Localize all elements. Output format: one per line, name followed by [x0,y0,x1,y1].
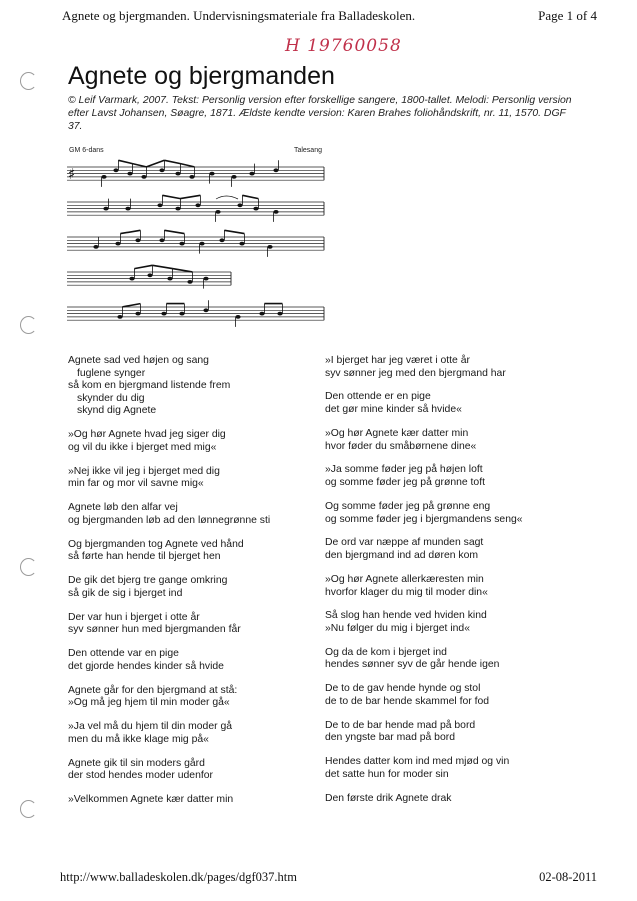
lyric-line: og bjergmanden løb ad den lønnegrønne sti [68,514,271,526]
lyric-line: syv sønner hun med bjergmanden får [68,624,241,636]
lyric-line: »Ja vel må du hjem til din moder gå [68,721,233,733]
lyric-line: og somme føder jeg i bjergmandens seng« [325,513,523,525]
print-date: 02-08-2011 [539,870,597,884]
lyric-line: syv sønner jeg med den bjergmand har [325,367,506,379]
lyric-line: det gjorde hendes kinder så hvide [68,660,224,672]
lyric-line: »Og må jeg hjem til min moder gå« [68,697,230,709]
stanza [68,721,308,746]
lyrics-column-right [325,355,575,817]
lyric-line: »Og hør Agnete allerkæresten min [325,573,484,585]
stanza [325,756,575,781]
punch-hole-mark [20,558,37,576]
lyric-line: de to de bar hende skammel for fod [325,695,490,707]
style-label: Talesang [293,147,322,154]
lyric-line: så kom en bjergmand listende frem [68,380,231,392]
lyric-line: og somme føder jeg på grønne toft [325,477,485,489]
stanza [68,429,308,454]
lyric-line: »Ja somme føder jeg på højen loft [325,464,483,476]
dance-label: GM 6-dans [69,147,104,154]
running-header-title: Agnete og bjergmanden. Undervisningsmateriale fra Balladeskolen. [62,8,416,23]
lyric-line: Der var hun i bjerget i otte år [68,611,200,623]
lyric-line: »I bjerget har jeg været i otte år [325,355,470,366]
lyric-line: Agnete sad ved højen og sang [68,355,209,366]
lyric-line: De to de bar hende mad på bord [325,719,476,731]
lyric-line: Agnete løb den alfar vej [68,502,178,514]
lyric-line: og vil du ikke i bjerget med mig« [68,441,217,453]
lyric-line: der stod hendes moder udenfor [68,770,213,782]
lyric-line: så gik de sig i bjerget ind [68,587,183,599]
lyric-line: hvor føder du småbørnene dine« [325,440,477,452]
stanza [325,355,575,380]
stanza [325,610,575,635]
stanza [68,794,308,807]
lyric-line: den bjergmand ind ad døren kom [325,550,479,562]
lyric-line: hendes sønner syv de går hende igen [325,659,500,671]
stanza [68,502,308,527]
lyric-line: så førte han hende til bjerget hen [68,551,221,563]
lyric-line: det gør mine kinder så hvide« [325,404,462,416]
stanza [68,648,308,673]
svg-text:♯: ♯ [68,165,76,183]
stanza [68,758,308,783]
punch-hole-mark [20,72,37,90]
lyric-line: Og somme føder jeg på grønne eng [325,500,491,512]
stanza [68,539,308,564]
stanza [325,464,575,489]
stanza [325,574,575,599]
lyric-line: men du må ikke klage mig på« [68,733,209,745]
song-title: Agnete og bjergmanden [68,62,335,90]
stanza [68,612,308,637]
lyric-line: det satte hun for moder sin [325,768,449,780]
music-staff-notation [66,147,328,337]
stanza [325,683,575,708]
lyric-line: »Nu følger du mig i bjerget ind« [325,622,470,634]
lyric-line: fuglene synger [77,367,146,379]
lyric-line: skynd dig Agnete [77,405,157,417]
stanza [325,720,575,745]
lyric-line: Den første drik Agnete drak [325,792,452,804]
lyric-line: »Nej ikke vil jeg i bjerget med dig [68,465,220,477]
lyric-line: Agnete gik til sin moders gård [68,757,205,769]
lyric-line: Og bjergmanden tog Agnete ved hånd [68,538,244,550]
lyric-line: min far og mor vil savne mig« [68,478,204,490]
lyric-line: hvorfor klager du mig til moder din« [325,586,488,598]
sheet-music [66,147,328,337]
lyric-line: Agnete går for den bjergmand at stå: [68,684,238,696]
stanza [68,466,308,491]
punch-hole-mark [20,800,37,818]
source-url: http://www.balladeskolen.dk/pages/dgf037.htm [60,870,297,884]
page-number: Page 1 of 4 [538,8,597,23]
stanza [325,537,575,562]
lyric-line: Så slog han hende ved hviden kind [325,610,487,622]
stanza [68,575,308,600]
stanza [325,501,575,526]
stanza [325,647,575,672]
lyric-line: Den ottende var en pige [68,648,179,660]
lyric-line: Hendes datter kom ind med mjød og vin [325,756,510,768]
lyric-line: Og da de kom i bjerget ind [325,646,447,658]
lyrics-column-left [68,355,308,818]
stanza [325,793,575,806]
lyric-line: De gik det bjerg tre gange omkring [68,575,228,587]
lyric-line: skynder du dig [77,392,145,404]
stanza [325,391,575,416]
lyric-line: den yngste bar mad på bord [325,732,455,744]
lyric-line: De to de gav hende hynde og stol [325,683,481,695]
stanza [68,685,308,710]
lyric-line: »Velkommen Agnete kær datter min [68,794,234,806]
source-credit: © Leif Varmark, 2007. Tekst: Personlig version efter forskellige sangere, 1800-tallet. Melodi: Personlig version efter Lavst Johansen, Søagre, 1871. Ældste kendte version: Karen Brahes foliohåndskrift, nr. 11, 1570. DGF 37. [68,95,572,132]
lyric-line: De ord var næppe af munden sagt [325,537,484,549]
stanza [68,355,308,418]
punch-hole-mark [20,316,37,334]
stanza [325,428,575,453]
lyric-line: »Og hør Agnete hvad jeg siger dig [68,429,226,441]
lyric-line: »Og hør Agnete kær datter min [325,427,469,439]
lyric-line: Den ottende er en pige [325,391,431,403]
handwritten-archive-stamp: H 19760058 [285,36,402,56]
